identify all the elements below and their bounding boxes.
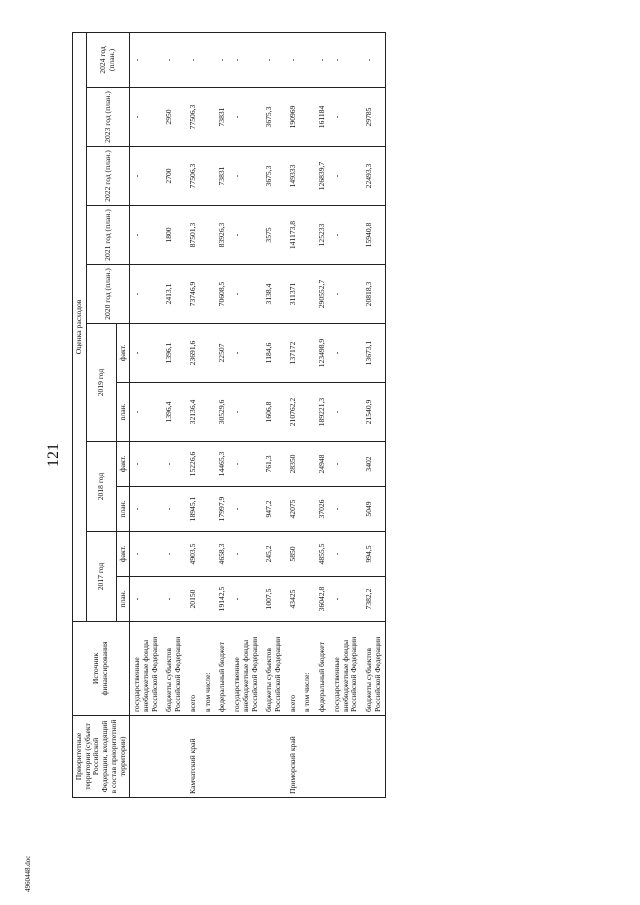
- territory-cell: Приморский край: [286, 716, 301, 798]
- source-cell: бюджеты субъектов Российской Федерации: [262, 622, 285, 716]
- value-cell: [300, 383, 315, 442]
- value-cell: 947,2: [262, 487, 285, 532]
- value-cell: 141173,8: [286, 206, 301, 265]
- value-cell: [201, 265, 216, 324]
- header-2019-fact: факт.: [116, 324, 130, 383]
- header-2017-plan: план.: [116, 577, 130, 622]
- table-row: [300, 32, 315, 797]
- header-estimate: Оценка расходов: [73, 32, 87, 621]
- rotated-table-frame: [72, 32, 386, 798]
- value-cell: 36042,8: [315, 577, 330, 622]
- value-cell: 17997,9: [215, 487, 230, 532]
- value-cell: -: [230, 383, 262, 442]
- table-row: [186, 32, 201, 797]
- table-row: [286, 32, 301, 797]
- value-cell: 23691,6: [186, 324, 201, 383]
- value-cell: 5850: [286, 532, 301, 577]
- value-cell: 125233: [315, 206, 330, 265]
- header-territory: Приоритетные территории (субъект Российской Федерации, входящий в состав приоритетной территории): [73, 716, 130, 798]
- value-cell: 24948: [315, 442, 330, 487]
- table-row: [201, 32, 216, 797]
- value-cell: 42075: [286, 487, 301, 532]
- value-cell: -: [230, 206, 262, 265]
- value-cell: 1800: [162, 206, 185, 265]
- value-cell: [201, 206, 216, 265]
- territory-cell: [262, 716, 285, 798]
- value-cell: 20150: [186, 577, 201, 622]
- source-cell: государственные внебюджетные фонды Российской Федерации: [330, 622, 362, 716]
- value-cell: 73831: [215, 147, 230, 206]
- expenditure-table: [72, 32, 386, 798]
- value-cell: -: [330, 206, 362, 265]
- value-cell: 73746,9: [186, 265, 201, 324]
- value-cell: 43425: [286, 577, 301, 622]
- header-2018-plan: план.: [116, 487, 130, 532]
- value-cell: -: [130, 88, 163, 147]
- value-cell: 137172: [286, 324, 301, 383]
- value-cell: -: [130, 147, 163, 206]
- value-cell: 3402: [362, 442, 386, 487]
- value-cell: [201, 487, 216, 532]
- value-cell: -: [162, 532, 185, 577]
- value-cell: -: [130, 577, 163, 622]
- table-row: [262, 32, 285, 797]
- value-cell: -: [162, 577, 185, 622]
- source-cell: государственные внебюджетные фонды Российской Федерации: [130, 622, 163, 716]
- value-cell: 3575: [262, 206, 285, 265]
- value-cell: [300, 206, 315, 265]
- value-cell: -: [262, 32, 285, 87]
- value-cell: 28350: [286, 442, 301, 487]
- value-cell: [300, 577, 315, 622]
- value-cell: -: [315, 32, 330, 87]
- value-cell: 29785: [362, 88, 386, 147]
- value-cell: 87501,3: [186, 206, 201, 265]
- value-cell: -: [286, 32, 301, 87]
- value-cell: [201, 383, 216, 442]
- value-cell: -: [230, 532, 262, 577]
- value-cell: -: [330, 532, 362, 577]
- source-cell: всего: [186, 622, 201, 716]
- value-cell: -: [330, 88, 362, 147]
- territory-cell: [300, 716, 315, 798]
- value-cell: -: [230, 324, 262, 383]
- value-cell: -: [130, 532, 163, 577]
- source-cell: в том числе:: [201, 622, 216, 716]
- value-cell: 1007,5: [262, 577, 285, 622]
- value-cell: -: [330, 32, 362, 87]
- value-cell: [300, 265, 315, 324]
- value-cell: 5049: [362, 487, 386, 532]
- value-cell: 1184,6: [262, 324, 285, 383]
- header-2019-plan: план.: [116, 383, 130, 442]
- header-2021: 2021 год (план.): [86, 206, 130, 265]
- value-cell: 14465,3: [215, 442, 230, 487]
- value-cell: [201, 324, 216, 383]
- header-2018-fact: факт.: [116, 442, 130, 487]
- value-cell: 2413,1: [162, 265, 185, 324]
- value-cell: [201, 147, 216, 206]
- table-header: [73, 32, 130, 797]
- value-cell: -: [330, 383, 362, 442]
- value-cell: 30529,6: [215, 383, 230, 442]
- value-cell: -: [130, 206, 163, 265]
- source-cell: бюджеты субъектов Российской Федерации: [162, 622, 185, 716]
- value-cell: -: [230, 147, 262, 206]
- value-cell: 245,2: [262, 532, 285, 577]
- value-cell: 2700: [162, 147, 185, 206]
- value-cell: 73831: [215, 88, 230, 147]
- value-cell: 22507: [215, 324, 230, 383]
- value-cell: 70608,5: [215, 265, 230, 324]
- value-cell: [300, 532, 315, 577]
- header-2020: 2020 год (план.): [86, 265, 130, 324]
- value-cell: 18945,1: [186, 487, 201, 532]
- page-number: 121: [45, 443, 62, 467]
- header-2017: 2017 год: [86, 532, 116, 622]
- value-cell: 123498,9: [315, 324, 330, 383]
- value-cell: 3675,3: [262, 147, 285, 206]
- source-cell: федеральный бюджет: [315, 622, 330, 716]
- territory-cell: [215, 716, 230, 798]
- value-cell: 22493,3: [362, 147, 386, 206]
- value-cell: -: [162, 487, 185, 532]
- value-cell: [201, 577, 216, 622]
- value-cell: [201, 532, 216, 577]
- value-cell: -: [130, 442, 163, 487]
- territory-cell: [230, 716, 262, 798]
- value-cell: 190969: [286, 88, 301, 147]
- value-cell: -: [330, 265, 362, 324]
- header-2018: 2018 год: [86, 442, 116, 532]
- value-cell: -: [330, 487, 362, 532]
- value-cell: 1606,8: [262, 383, 285, 442]
- value-cell: -: [162, 442, 185, 487]
- value-cell: -: [330, 577, 362, 622]
- table-row: [130, 32, 163, 797]
- header-2019: 2019 год: [86, 324, 116, 442]
- territory-cell: [201, 716, 216, 798]
- value-cell: 994,5: [362, 532, 386, 577]
- value-cell: -: [362, 32, 386, 87]
- value-cell: -: [230, 88, 262, 147]
- value-cell: 13673,1: [362, 324, 386, 383]
- value-cell: [300, 88, 315, 147]
- value-cell: 161184: [315, 88, 330, 147]
- value-cell: -: [130, 324, 163, 383]
- value-cell: 126839,7: [315, 147, 330, 206]
- value-cell: [300, 147, 315, 206]
- source-cell: всего: [286, 622, 301, 716]
- value-cell: [201, 88, 216, 147]
- document-id: 4960448.doc: [24, 855, 32, 892]
- value-cell: -: [330, 442, 362, 487]
- value-cell: 189221,3: [315, 383, 330, 442]
- value-cell: -: [215, 32, 230, 87]
- table-row: [162, 32, 185, 797]
- header-2024: 2024 год (план.): [86, 32, 130, 87]
- value-cell: 20818,3: [362, 265, 386, 324]
- source-cell: государственные внебюджетные фонды Российской Федерации: [230, 622, 262, 716]
- territory-cell: [362, 716, 386, 798]
- value-cell: -: [230, 32, 262, 87]
- value-cell: 77506,3: [186, 88, 201, 147]
- value-cell: [300, 487, 315, 532]
- value-cell: -: [330, 147, 362, 206]
- source-cell: бюджеты субъектов Российской Федерации: [362, 622, 386, 716]
- value-cell: -: [230, 442, 262, 487]
- value-cell: 4658,3: [215, 532, 230, 577]
- value-cell: 210762,2: [286, 383, 301, 442]
- value-cell: 21540,9: [362, 383, 386, 442]
- value-cell: -: [130, 487, 163, 532]
- value-cell: 761,3: [262, 442, 285, 487]
- value-cell: [201, 32, 216, 87]
- territory-cell: [330, 716, 362, 798]
- territory-cell: [162, 716, 185, 798]
- value-cell: 290552,7: [315, 265, 330, 324]
- value-cell: 2950: [162, 88, 185, 147]
- value-cell: 37026: [315, 487, 330, 532]
- value-cell: 3138,4: [262, 265, 285, 324]
- territory-cell: Камчатский край: [186, 716, 201, 798]
- value-cell: 149333: [286, 147, 301, 206]
- table-row: [330, 32, 362, 797]
- value-cell: -: [130, 265, 163, 324]
- value-cell: -: [330, 324, 362, 383]
- value-cell: 4903,5: [186, 532, 201, 577]
- value-cell: -: [230, 577, 262, 622]
- value-cell: 19142,5: [215, 577, 230, 622]
- value-cell: -: [230, 487, 262, 532]
- value-cell: 15940,8: [362, 206, 386, 265]
- value-cell: [201, 442, 216, 487]
- rotated-table-sheet: [72, 32, 386, 798]
- table-body: [130, 32, 386, 797]
- territory-cell: [130, 716, 163, 798]
- value-cell: -: [230, 265, 262, 324]
- value-cell: 311371: [286, 265, 301, 324]
- value-cell: -: [130, 383, 163, 442]
- value-cell: 4855,5: [315, 532, 330, 577]
- value-cell: 77506,3: [186, 147, 201, 206]
- table-row: [215, 32, 230, 797]
- source-cell: федеральный бюджет: [215, 622, 230, 716]
- value-cell: [300, 324, 315, 383]
- value-cell: 7382,2: [362, 577, 386, 622]
- value-cell: -: [130, 32, 163, 87]
- value-cell: 15226,6: [186, 442, 201, 487]
- territory-cell: [315, 716, 330, 798]
- value-cell: 1396,4: [162, 383, 185, 442]
- header-source: Источник финансирования: [73, 622, 130, 716]
- source-cell: в том числе:: [300, 622, 315, 716]
- header-2022: 2022 год (план.): [86, 147, 130, 206]
- value-cell: 1396,1: [162, 324, 185, 383]
- header-2017-fact: факт.: [116, 532, 130, 577]
- value-cell: 32136,4: [186, 383, 201, 442]
- value-cell: -: [186, 32, 201, 87]
- table-row: [362, 32, 386, 797]
- header-2023: 2023 год (план.): [86, 88, 130, 147]
- value-cell: 83926,3: [215, 206, 230, 265]
- value-cell: [300, 442, 315, 487]
- value-cell: -: [162, 32, 185, 87]
- value-cell: 3675,3: [262, 88, 285, 147]
- value-cell: [300, 32, 315, 87]
- table-row: [230, 32, 262, 797]
- table-row: [315, 32, 330, 797]
